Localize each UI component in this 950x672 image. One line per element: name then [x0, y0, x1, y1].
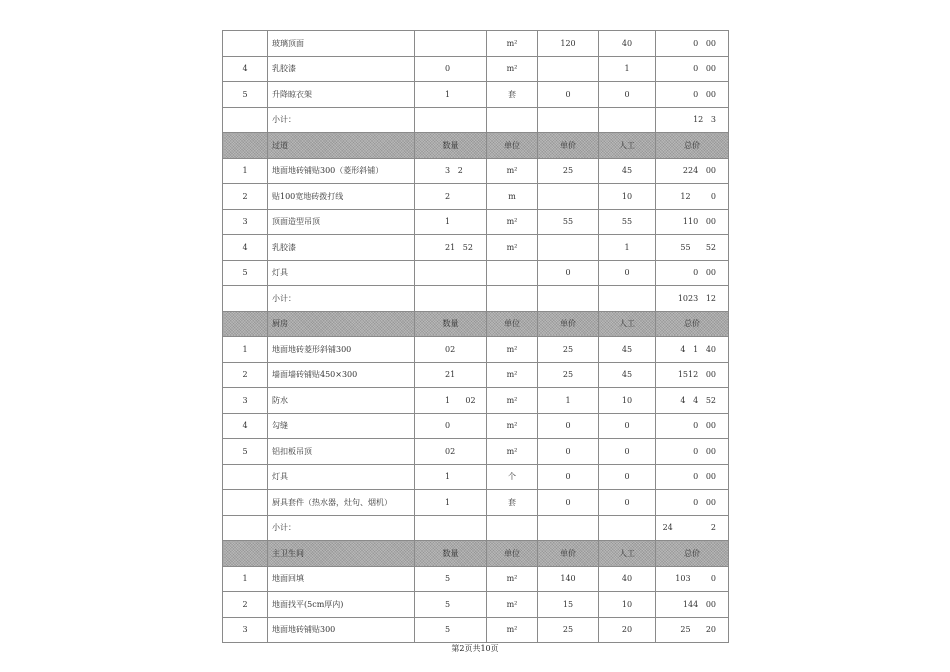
unit-price-cell: 0 — [538, 82, 599, 108]
unit-price-cell: 25 — [538, 362, 599, 388]
table-row — [223, 184, 729, 210]
unit-cell: m² — [487, 592, 538, 618]
labor-cell: 10 — [599, 184, 656, 210]
section-header-row — [223, 541, 729, 567]
total-price-cell: 0 00 — [656, 413, 729, 439]
unit-price-cell: 25 — [538, 617, 599, 643]
total-price-cell: 12 0 — [656, 184, 729, 210]
labor-cell: 0 — [599, 490, 656, 516]
row-number-cell — [223, 541, 268, 567]
labor-cell: 0 — [599, 260, 656, 286]
labor-cell — [599, 515, 656, 541]
row-number-cell: 2 — [223, 184, 268, 210]
quantity-cell: 数量 — [415, 133, 487, 159]
total-price-cell: 0 00 — [656, 439, 729, 465]
labor-cell: 40 — [599, 566, 656, 592]
table-row — [223, 209, 729, 235]
quantity-cell: 1 — [415, 82, 487, 108]
item-name-cell: 地面地砖铺贴300 — [268, 617, 415, 643]
unit-cell: m² — [487, 566, 538, 592]
unit-price-cell: 0 — [538, 439, 599, 465]
unit-price-cell: 0 — [538, 490, 599, 516]
item-name-cell: 地面地砖铺贴300（菱形斜铺） — [268, 158, 415, 184]
labor-cell: 0 — [599, 413, 656, 439]
quantity-cell: 1 — [415, 209, 487, 235]
total-price-cell: 0 00 — [656, 82, 729, 108]
quantity-cell — [415, 260, 487, 286]
total-price-cell: 103 0 — [656, 566, 729, 592]
item-name-cell: 主卫生间 — [268, 541, 415, 567]
labor-cell: 0 — [599, 439, 656, 465]
item-name-cell: 乳胶漆 — [268, 235, 415, 261]
item-name-cell: 地面地砖菱形斜铺300 — [268, 337, 415, 363]
unit-price-cell: 25 — [538, 337, 599, 363]
table-row — [223, 617, 729, 643]
quantity-cell: 数量 — [415, 311, 487, 337]
unit-cell — [487, 515, 538, 541]
item-name-cell: 小计： — [268, 107, 415, 133]
unit-price-cell — [538, 515, 599, 541]
table-row — [223, 490, 729, 516]
row-number-cell: 3 — [223, 209, 268, 235]
quote-table — [222, 30, 729, 643]
unit-cell: m — [487, 184, 538, 210]
row-number-cell — [223, 464, 268, 490]
row-number-cell: 1 — [223, 337, 268, 363]
quantity-cell: 数量 — [415, 541, 487, 567]
unit-cell: 单位 — [487, 133, 538, 159]
table-row — [223, 82, 729, 108]
table-row — [223, 592, 729, 618]
unit-cell: 套 — [487, 490, 538, 516]
total-price-cell: 25 20 — [656, 617, 729, 643]
quantity-cell: 02 — [415, 337, 487, 363]
page-footer: 第2页共10页 — [451, 644, 499, 653]
item-name-cell: 过道 — [268, 133, 415, 159]
labor-cell: 45 — [599, 158, 656, 184]
quantity-cell: 5 — [415, 592, 487, 618]
unit-cell: m² — [487, 31, 538, 57]
labor-cell: 20 — [599, 617, 656, 643]
labor-cell: 45 — [599, 362, 656, 388]
item-name-cell: 贴100宽地砖拨打线 — [268, 184, 415, 210]
item-name-cell: 灯具 — [268, 260, 415, 286]
unit-cell: m² — [487, 362, 538, 388]
table-row — [223, 439, 729, 465]
unit-price-cell: 0 — [538, 260, 599, 286]
total-price-cell: 55 52 — [656, 235, 729, 261]
row-number-cell: 1 — [223, 566, 268, 592]
item-name-cell: 小计： — [268, 286, 415, 312]
quantity-cell: 0 — [415, 56, 487, 82]
unit-cell: m² — [487, 209, 538, 235]
quantity-cell — [415, 31, 487, 57]
section-header-row — [223, 133, 729, 159]
table-row — [223, 56, 729, 82]
unit-price-cell: 单价 — [538, 541, 599, 567]
item-name-cell: 顶面造型吊顶 — [268, 209, 415, 235]
row-number-cell — [223, 515, 268, 541]
labor-cell: 10 — [599, 388, 656, 414]
unit-price-cell: 55 — [538, 209, 599, 235]
item-name-cell: 铝扣板吊顶 — [268, 439, 415, 465]
total-price-cell: 0 00 — [656, 464, 729, 490]
quantity-cell — [415, 286, 487, 312]
unit-cell: 套 — [487, 82, 538, 108]
total-price-cell: 224 00 — [656, 158, 729, 184]
item-name-cell: 小计： — [268, 515, 415, 541]
labor-cell: 1 — [599, 56, 656, 82]
table-row — [223, 260, 729, 286]
unit-cell: 个 — [487, 464, 538, 490]
labor-cell: 40 — [599, 31, 656, 57]
item-name-cell: 灯具 — [268, 464, 415, 490]
item-name-cell: 厨房 — [268, 311, 415, 337]
quantity-cell: 1 — [415, 490, 487, 516]
quantity-cell: 21 — [415, 362, 487, 388]
unit-price-cell — [538, 107, 599, 133]
quantity-cell: 1 — [415, 464, 487, 490]
total-price-cell: 总价 — [656, 541, 729, 567]
unit-cell — [487, 107, 538, 133]
row-number-cell: 4 — [223, 235, 268, 261]
unit-cell: m² — [487, 337, 538, 363]
row-number-cell — [223, 490, 268, 516]
item-name-cell: 乳胶漆 — [268, 56, 415, 82]
unit-cell: m² — [487, 235, 538, 261]
row-number-cell — [223, 286, 268, 312]
labor-cell: 人工 — [599, 541, 656, 567]
unit-cell: m² — [487, 439, 538, 465]
quantity-cell — [415, 107, 487, 133]
labor-cell: 0 — [599, 464, 656, 490]
subtotal-row — [223, 286, 729, 312]
table-row — [223, 362, 729, 388]
unit-price-cell: 1 — [538, 388, 599, 414]
unit-price-cell: 0 — [538, 464, 599, 490]
labor-cell: 人工 — [599, 311, 656, 337]
unit-price-cell — [538, 184, 599, 210]
row-number-cell: 4 — [223, 56, 268, 82]
unit-cell — [487, 286, 538, 312]
row-number-cell: 5 — [223, 82, 268, 108]
quantity-cell: 5 — [415, 566, 487, 592]
total-price-cell: 4 4 52 — [656, 388, 729, 414]
total-price-cell: 12 3 — [656, 107, 729, 133]
total-price-cell: 1023 12 — [656, 286, 729, 312]
quantity-cell: 0 — [415, 413, 487, 439]
unit-cell: m² — [487, 388, 538, 414]
total-price-cell: 24 2 — [656, 515, 729, 541]
item-name-cell: 玻璃顶面 — [268, 31, 415, 57]
total-price-cell: 总价 — [656, 311, 729, 337]
quantity-cell: 2 — [415, 184, 487, 210]
total-price-cell: 144 00 — [656, 592, 729, 618]
table-row — [223, 413, 729, 439]
total-price-cell: 1512 00 — [656, 362, 729, 388]
item-name-cell: 地面回填 — [268, 566, 415, 592]
row-number-cell: 3 — [223, 617, 268, 643]
row-number-cell: 5 — [223, 439, 268, 465]
row-number-cell: 2 — [223, 592, 268, 618]
labor-cell: 55 — [599, 209, 656, 235]
table-row — [223, 158, 729, 184]
item-name-cell: 防水 — [268, 388, 415, 414]
total-price-cell: 0 00 — [656, 260, 729, 286]
labor-cell: 人工 — [599, 133, 656, 159]
unit-price-cell: 单价 — [538, 133, 599, 159]
total-price-cell: 4 1 40 — [656, 337, 729, 363]
row-number-cell — [223, 311, 268, 337]
unit-price-cell — [538, 286, 599, 312]
table-row — [223, 464, 729, 490]
row-number-cell: 4 — [223, 413, 268, 439]
total-price-cell: 110 00 — [656, 209, 729, 235]
row-number-cell: 1 — [223, 158, 268, 184]
quantity-cell — [415, 515, 487, 541]
item-name-cell: 墙面墙砖铺贴450×300 — [268, 362, 415, 388]
quantity-cell: 5 — [415, 617, 487, 643]
quantity-cell: 02 — [415, 439, 487, 465]
unit-cell: 单位 — [487, 311, 538, 337]
unit-cell: m² — [487, 413, 538, 439]
total-price-cell: 0 00 — [656, 31, 729, 57]
item-name-cell: 勾缝 — [268, 413, 415, 439]
table-row — [223, 31, 729, 57]
unit-cell: m² — [487, 617, 538, 643]
quantity-cell: 3 2 — [415, 158, 487, 184]
row-number-cell — [223, 31, 268, 57]
labor-cell: 1 — [599, 235, 656, 261]
section-header-row — [223, 311, 729, 337]
unit-price-cell: 25 — [538, 158, 599, 184]
table-row — [223, 337, 729, 363]
subtotal-row — [223, 107, 729, 133]
row-number-cell — [223, 133, 268, 159]
unit-cell: 单位 — [487, 541, 538, 567]
unit-cell: m² — [487, 158, 538, 184]
labor-cell: 10 — [599, 592, 656, 618]
subtotal-row — [223, 515, 729, 541]
item-name-cell: 地面找平(5cm厚内) — [268, 592, 415, 618]
unit-cell — [487, 260, 538, 286]
item-name-cell: 升降晾衣架 — [268, 82, 415, 108]
row-number-cell: 3 — [223, 388, 268, 414]
table-row — [223, 388, 729, 414]
total-price-cell: 0 00 — [656, 56, 729, 82]
labor-cell: 0 — [599, 82, 656, 108]
unit-price-cell: 140 — [538, 566, 599, 592]
unit-price-cell: 单价 — [538, 311, 599, 337]
unit-price-cell — [538, 235, 599, 261]
total-price-cell: 总价 — [656, 133, 729, 159]
quantity-cell: 1 02 — [415, 388, 487, 414]
row-number-cell — [223, 107, 268, 133]
labor-cell: 45 — [599, 337, 656, 363]
labor-cell — [599, 286, 656, 312]
quantity-cell: 21 52 — [415, 235, 487, 261]
unit-price-cell: 120 — [538, 31, 599, 57]
unit-price-cell: 0 — [538, 413, 599, 439]
total-price-cell: 0 00 — [656, 490, 729, 516]
labor-cell — [599, 107, 656, 133]
table-row — [223, 235, 729, 261]
row-number-cell: 5 — [223, 260, 268, 286]
item-name-cell: 厨具套件（热水器，灶句、烟机） — [268, 490, 415, 516]
unit-price-cell: 15 — [538, 592, 599, 618]
unit-price-cell — [538, 56, 599, 82]
unit-cell: m² — [487, 56, 538, 82]
row-number-cell: 2 — [223, 362, 268, 388]
table-row — [223, 566, 729, 592]
